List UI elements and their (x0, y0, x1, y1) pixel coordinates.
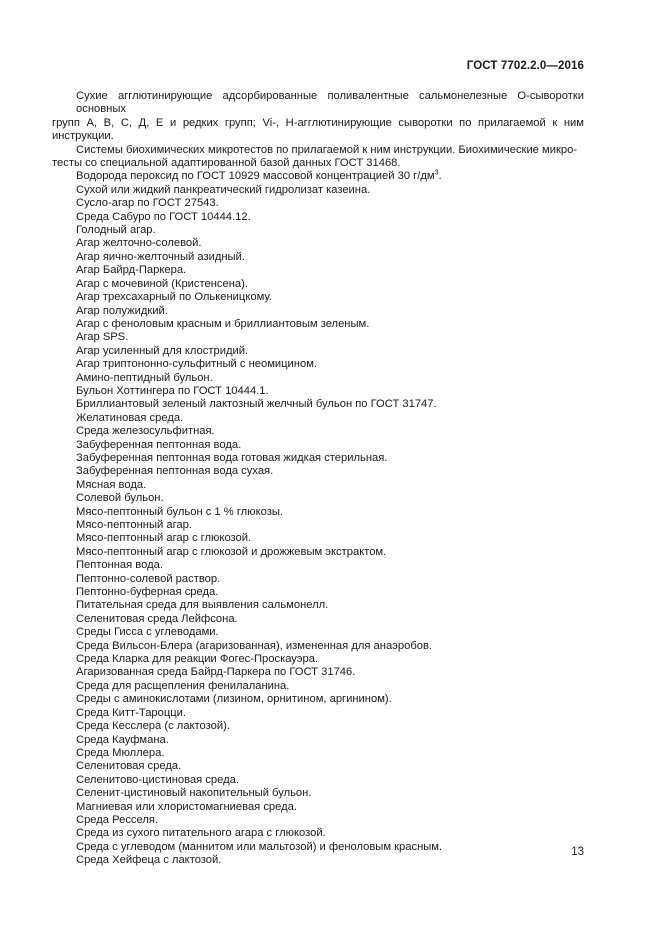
list-item: Магниевая или хлористомагниевая среда. (76, 800, 297, 813)
peroxide-end: . (438, 170, 442, 183)
peroxide-superscript: 3 (434, 169, 439, 177)
list-item: Сухой или жидкий панкреатический гидролизат казеина. (76, 183, 371, 196)
list-item: Пептонно-буферная среда. (76, 586, 219, 599)
list-item: Агар с мочевиной (Кристенсена). (76, 277, 248, 290)
list-item: Селенитовая среда. (76, 760, 182, 773)
list-item: Селенит-цистиновый накопительный бульон. (76, 787, 312, 800)
list-item: Агаризованная среда Байрд-Паркера по ГОСТ 31746. (76, 666, 356, 679)
list-item: Среда с углеводом (маннитом или мальтозой) и феноловым красным. (76, 840, 443, 853)
list-item: Забуференная пептонная вода сухая. (76, 465, 274, 478)
paragraph-microtests-line1: Системы биохимических микротестов по прилагаемой к ним инструкции. Биохимические микро- (76, 143, 578, 156)
list-item: Среда Китт-Тароцци. (76, 706, 187, 719)
paragraph-microtests-line2: тесты со специальной адаптированной базой данных ГОСТ 31468. (52, 157, 401, 170)
list-item: Среда Кесслера (с лактозой). (76, 720, 230, 733)
list-item: Среды с аминокислотами (лизином, орнитином, аргинином). (76, 693, 392, 706)
list-item: Агар с феноловым красным и бриллиантовым зеленым. (76, 317, 370, 330)
list-item: Агар яично-желточный азидный. (76, 250, 245, 263)
list-item: Среда Кауфмана. (76, 733, 169, 746)
list-item-peroxide (76, 170, 584, 183)
list-item: Мясо-пептонный агар с глюкозой и дрожжевым экстрактом. (76, 545, 387, 558)
list-item: Агар Байрд-Паркера. (76, 264, 187, 277)
list-item: Бриллиантовый зеленый лактозный желчный бульон по ГОСТ 31747. (76, 398, 437, 411)
peroxide-text: Водорода пероксид по ГОСТ 10929 массовой концентрацией 30 г/дм (76, 170, 435, 183)
list-item: Питательная среда для выявления сальмонелл. (76, 599, 329, 612)
list-item: Среда из сухого питательного агара с глюкозой. (76, 827, 326, 840)
list-item: Среда Сабуро по ГОСТ 10444.12. (76, 210, 251, 223)
list-item: Селенитовая среда Лейфсона. (76, 612, 238, 625)
list-item: Желатиновая среда. (76, 411, 184, 424)
paragraph-sera-line2: групп A, B, C, Д, E и редких групп; Vi-, H-агглютинирующие сыворотки по прилагаемой к ним инструкции. (52, 116, 584, 143)
list-item: Пептонно-солевой раствор. (76, 572, 221, 585)
list-item: Среда для расщепления фенилаланина. (76, 679, 290, 692)
list-item: Забуференная пептонная вода готовая жидкая стерильная. (76, 451, 388, 464)
list-item: Среда железосульфитная. (76, 425, 215, 438)
list-item: Амино-пептидный бульон. (76, 371, 213, 384)
list-item: Мясо-пептонный бульон с 1 % глюкозы. (76, 505, 283, 518)
list-item: Агар триптононно-сульфитный с неомицином. (76, 358, 318, 371)
list-item: Агар SPS. (76, 331, 129, 344)
list-item: Агар усиленный для клостридий. (76, 344, 249, 357)
list-item: Агар полужидкий. (76, 304, 168, 317)
list-item: Селенитово-цистиновая среда. (76, 773, 239, 786)
document-code-header: ГОСТ 7702.2.0—2016 (466, 60, 584, 72)
media-list (76, 184, 584, 868)
list-item: Мясо-пептонный агар с глюкозой. (76, 532, 252, 545)
list-item: Забуференная пептонная вода. (76, 438, 242, 451)
list-item: Бульон Хоттингера по ГОСТ 10444.1. (76, 384, 269, 397)
list-item: Агар трехсахарный по Олькеницкому. (76, 291, 272, 304)
paragraph-sera (76, 90, 584, 117)
list-item: Среды Гисса с углеводами. (76, 626, 219, 639)
list-item: Голодный агар. (76, 224, 156, 237)
paragraph-sera-line1: Сухие агглютинирующие адсорбированные поливалентные сальмонелезные О-сыворотки основных (76, 90, 584, 116)
document-body (52, 90, 584, 868)
list-item: Среда Хейфеца с лактозой. (76, 854, 222, 867)
page-number: 13 (571, 846, 584, 858)
list-item: Среда Ресселя. (76, 813, 159, 826)
list-item: Солевой бульон. (76, 492, 164, 505)
list-item: Мясная вода. (76, 478, 147, 491)
list-item: Агар желточно-солевой. (76, 237, 202, 250)
list-item: Среда Вильсон-Блера (агаризованная), измененная для анаэробов. (76, 639, 432, 652)
list-item: Пептонная вода. (76, 559, 163, 572)
list-item: Сусло-агар по ГОСТ 27543. (76, 197, 219, 210)
list-item: Мясо-пептонный агар. (76, 519, 192, 531)
list-item: Среда Кларка для реакции Фогес-Проскауэра. (76, 653, 319, 666)
list-item: Среда Мюллера. (76, 746, 165, 759)
